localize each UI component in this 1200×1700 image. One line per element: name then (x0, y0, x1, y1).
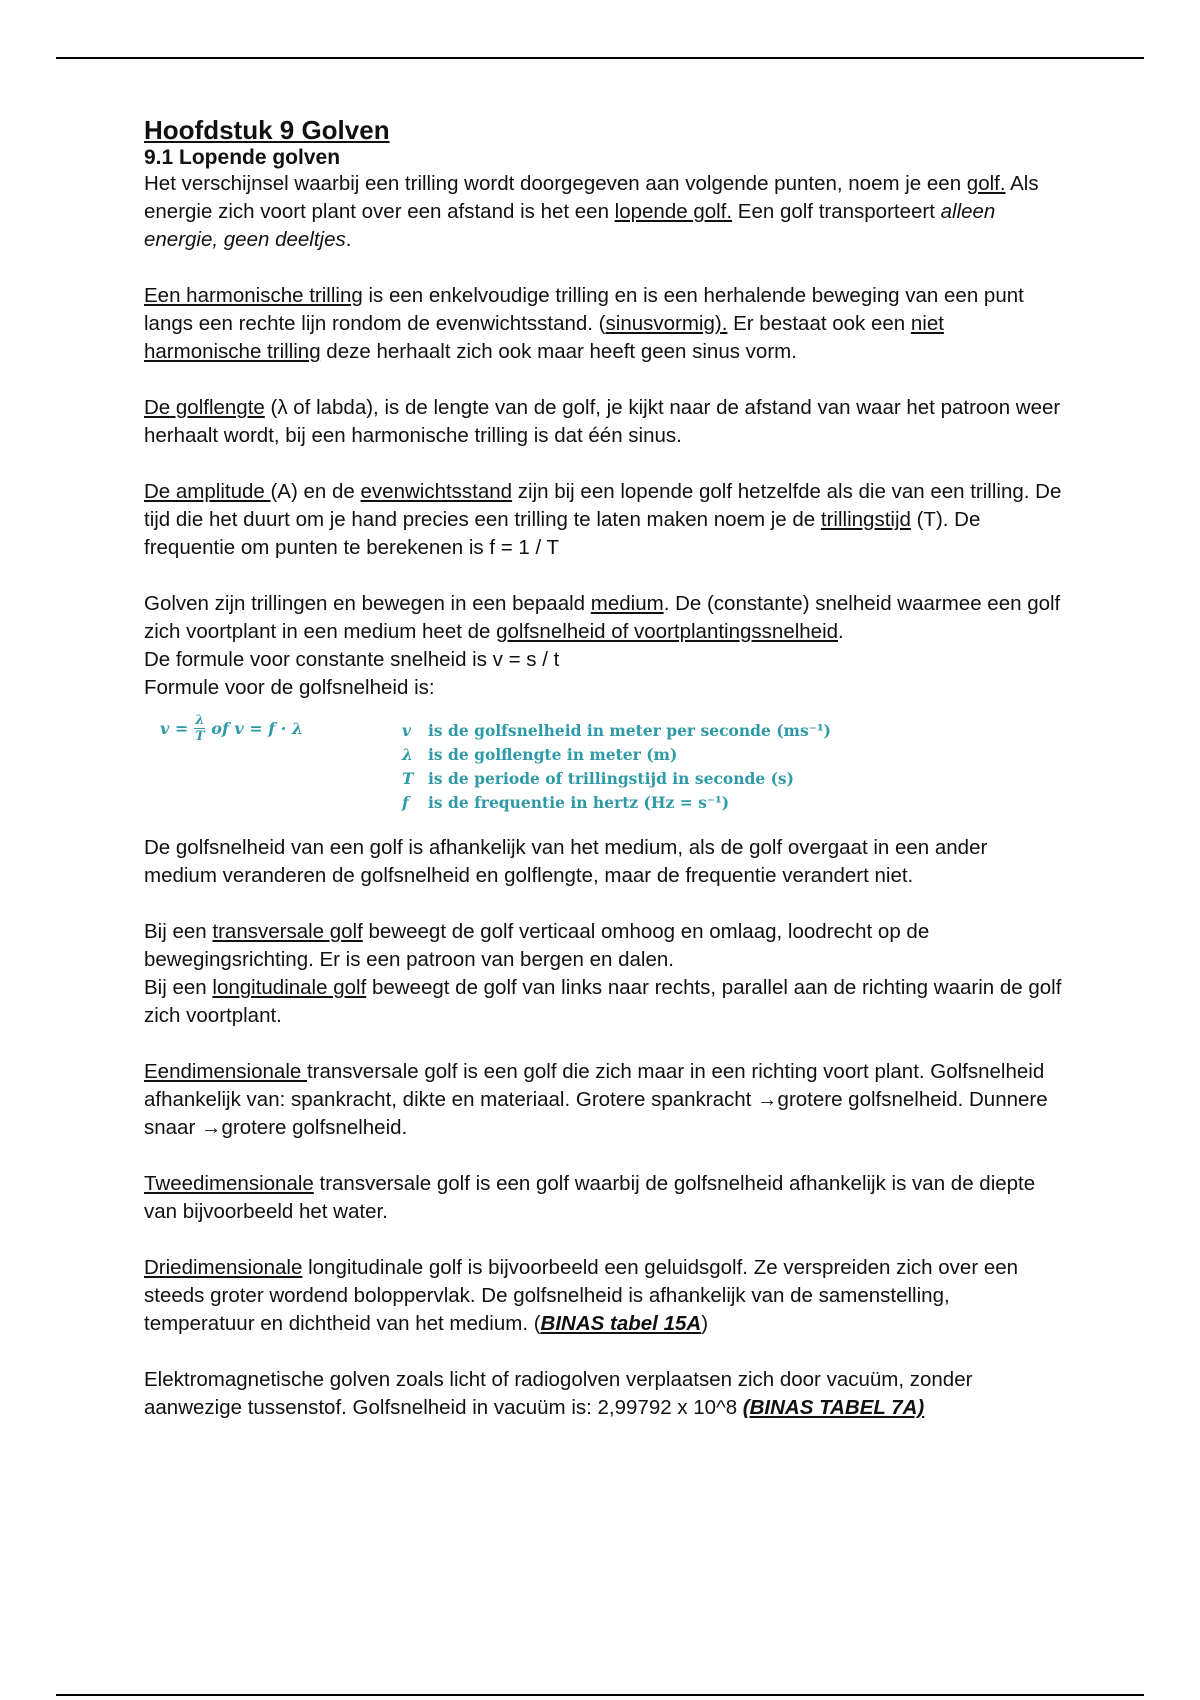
chapter-title: Hoofdstuk 9 Golven (144, 115, 390, 145)
paragraph-eendimensionale: Eendimensionale transversale golf is een golf die zich maar in een richting voort plant. Golfsnelheid afhankelijk van: spankracht, dikte en materiaal. Grotere spankracht →grotere golfsnelheid. Dunnere snaar →grotere golfsnelheid. (144, 1060, 1048, 1139)
paragraph-transversaal-longitudinaal: Bij een transversale golf beweegt de golf verticaal omhoog en omlaag, loodrecht op de bewegingsrichting. Er is een patroon van bergen en dalen. Bij een longitudinale golf beweegt de golf van links naar rechts, parallel aan de richting waarin de golf zich voortplant. (144, 920, 1062, 1027)
footer-rule (56, 1694, 1144, 1696)
paragraph-golfsnelheid-medium: De golfsnelheid van een golf is afhankelijk van het medium, als de golf overgaat in een ander medium veranderen de golfsnelheid en golflengte, maar de frequentie verandert niet. (144, 836, 988, 887)
formula-constante-snelheid: De formule voor constante snelheid is v = s / t (144, 648, 560, 671)
paragraph-harmonische-trilling: Een harmonische trilling is een enkelvoudige trilling en is een herhalende beweging van een punt langs een rechte lijn rondom de evenwichtsstand. (sinusvormig). Er bestaat ook een niet harmonische trilling deze herhaalt zich ook maar heeft geen sinus vorm. (144, 284, 1024, 363)
document-body (144, 115, 1064, 1422)
formula-legend (402, 718, 831, 814)
paragraph-golflengte: De golflengte (λ of labda), is de lengte van de golf, je kijkt naar de afstand van waar het patroon weer herhaalt wordt, bij een harmonische trilling is dat één sinus. (144, 396, 1061, 447)
legend-row: f is de frequentie in hertz (Hz = s⁻¹) (402, 792, 730, 812)
legend-row: T is de periode of trillingstijd in seconde (s) (402, 768, 794, 788)
golfsnelheid-formula: v = $\frac{\lambda}{T}$ of v = f · λ (160, 713, 304, 744)
header-rule (56, 57, 1144, 59)
section-title: 9.1 Lopende golven (144, 146, 341, 169)
golfsnelheid-formula-figure (144, 702, 1064, 834)
paragraph-medium: Golven zijn trillingen en bewegen in een bepaald medium. De (constante) snelheid waarmee een golf zich voortplant in een medium heet de golfsnelheid of voortplantingssnelheid. (144, 592, 1061, 643)
legend-row: λ is de golflengte in meter (m) (402, 744, 678, 764)
paragraph-driedimensionale: Driedimensionale longitudinale golf is bijvoorbeeld een geluidsgolf. Ze verspreiden zich over een steeds groter wordend boloppervlak. De golfsnelheid is afhankelijk van de samenstelling, temperatuur en dichtheid van het medium. (BINAS tabel 15A) (144, 1256, 1019, 1335)
paragraph-amplitude: De amplitude (A) en de evenwichtsstand zijn bij een lopende golf hetzelfde als die van een trilling. De tijd die het duurt om je hand precies een trilling te laten maken noem je de trillingstijd (T). De frequentie om punten te berekenen is f = 1 / T (144, 480, 1062, 559)
paragraph-elektromagnetische: Elektromagnetische golven zoals licht of radiogolven verplaatsen zich door vacuüm, zonder aanwezige tussenstof. Golfsnelheid in vacuüm is: 2,99792 x 10^8 (BINAS TABEL 7A) (144, 1368, 973, 1419)
paragraph-golf: Het verschijnsel waarbij een trilling wordt doorgegeven aan volgende punten, noem je een golf. Als energie zich voort plant over een afstand is het een lopende golf. Een golf transporteert alleen energie, geen deeltjes. (144, 172, 1039, 251)
legend-row: v is de golfsnelheid in meter per seconde (ms⁻¹) (402, 720, 831, 740)
formula-intro: Formule voor de golfsnelheid is: (144, 676, 435, 699)
paragraph-tweedimensionale: Tweedimensionale transversale golf is een golf waarbij de golfsnelheid afhankelijk is van de diepte van bijvoorbeeld het water. (144, 1172, 1036, 1223)
